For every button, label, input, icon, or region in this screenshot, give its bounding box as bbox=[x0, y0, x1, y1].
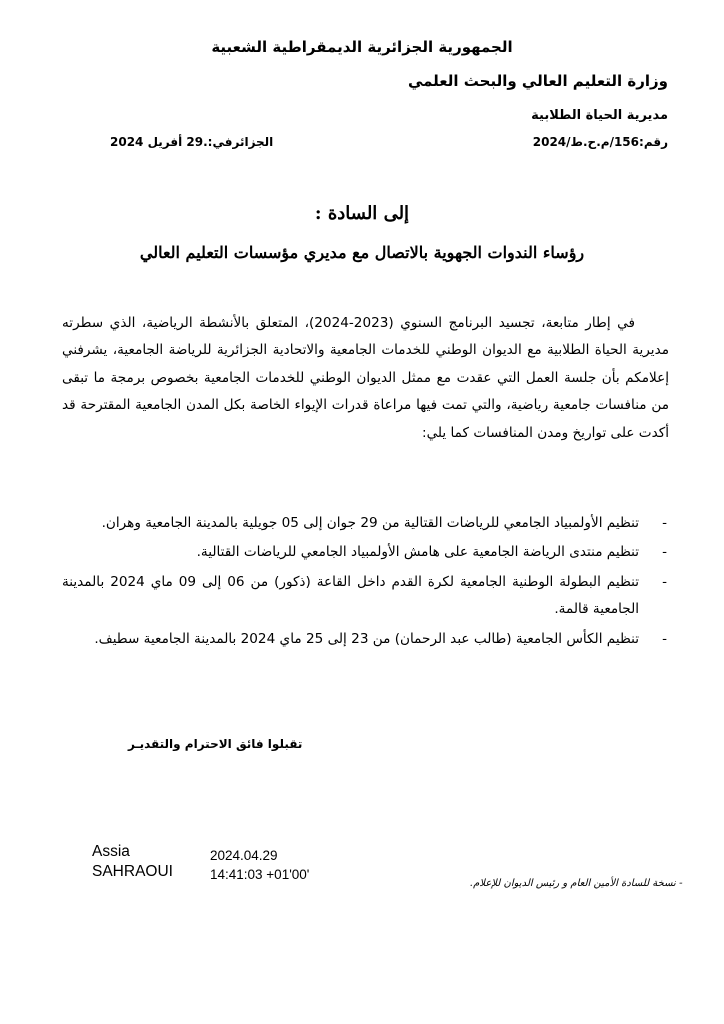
closing-line: تقبلوا فائق الاحترام والتقديـر bbox=[128, 737, 303, 751]
digital-signature-name bbox=[92, 842, 173, 882]
republic-heading: الجمهورية الجزائرية الديمقراطية الشعبية bbox=[211, 38, 513, 56]
signature-date: 2024.04.29 bbox=[210, 848, 278, 863]
competitions-list bbox=[62, 510, 669, 655]
list-item: - تنظيم البطولة الوطنية الجامعية لكرة القدم داخل القاعة (ذكور) من 06 إلى 09 ماي 2024 بالمدينة الجامعية قالمة. bbox=[62, 569, 669, 624]
list-item: - تنظيم منتدى الرياضة الجامعية على هامش الأولمبياد الجامعي للرياضات القتالية. bbox=[62, 539, 669, 566]
body-paragraph: في إطار متابعة، تجسيد البرنامج السنوي (2023-2024)، المتعلق بالأنشطة الرياضية، الذي سطرته مديرية الحياة الطلابية مع الديوان الوطني للخدمات الجامعية والاتحادية الجزائرية للرياضة الجامعية، يشرفني إعلامكم بأن جلسة العمل التي عقدت مع ممثل الديوان الوطني للخدمات الجامعية بخصوص برمجة ما تبقى من منافسات جامعية رياضية، والتي تمت فيها مراعاة قدرات الإيواء الخاصة بكل المدن الجامعية المقترحة قد أكدت على تواريخ ومدن المنافسات كما يلي: bbox=[62, 315, 669, 441]
recipients-heading: رؤساء الندوات الجهوية بالاتصال مع مديري مؤسسات التعليم العالي bbox=[139, 243, 585, 262]
signer-first-name: Assia bbox=[92, 843, 130, 860]
list-item: - تنظيم الأولمبياد الجامعي للرياضات القتالية من 29 جوان إلى 05 جويلية بالمدينة الجامعية وهران. bbox=[62, 510, 669, 537]
digital-signature-datetime bbox=[210, 846, 309, 884]
letter-body bbox=[62, 310, 669, 447]
signature-time: 14:41:03 +01'00' bbox=[210, 867, 310, 882]
signer-last-name: SAHRAOUI bbox=[92, 863, 173, 880]
addressee-heading: إلى السادة : bbox=[314, 203, 410, 224]
ministry-name: وزارة التعليم العالي والبحث العلمي bbox=[407, 72, 668, 90]
reference-number: رقم:156/م.ح.ط/2024 bbox=[532, 135, 668, 149]
place-date: الجزائرفي:.29 أفريل 2024 bbox=[110, 135, 274, 149]
copy-note: - نسخة للسادة الأمين العام و رئيس الديوان للإعلام. bbox=[470, 878, 683, 889]
list-item: - تنظيم الكأس الجامعية (طالب عبد الرحمان) من 23 إلى 25 ماي 2024 بالمدينة الجامعية سطيف. bbox=[62, 626, 669, 653]
directorate-name: مديرية الحياة الطلابية bbox=[531, 108, 668, 123]
